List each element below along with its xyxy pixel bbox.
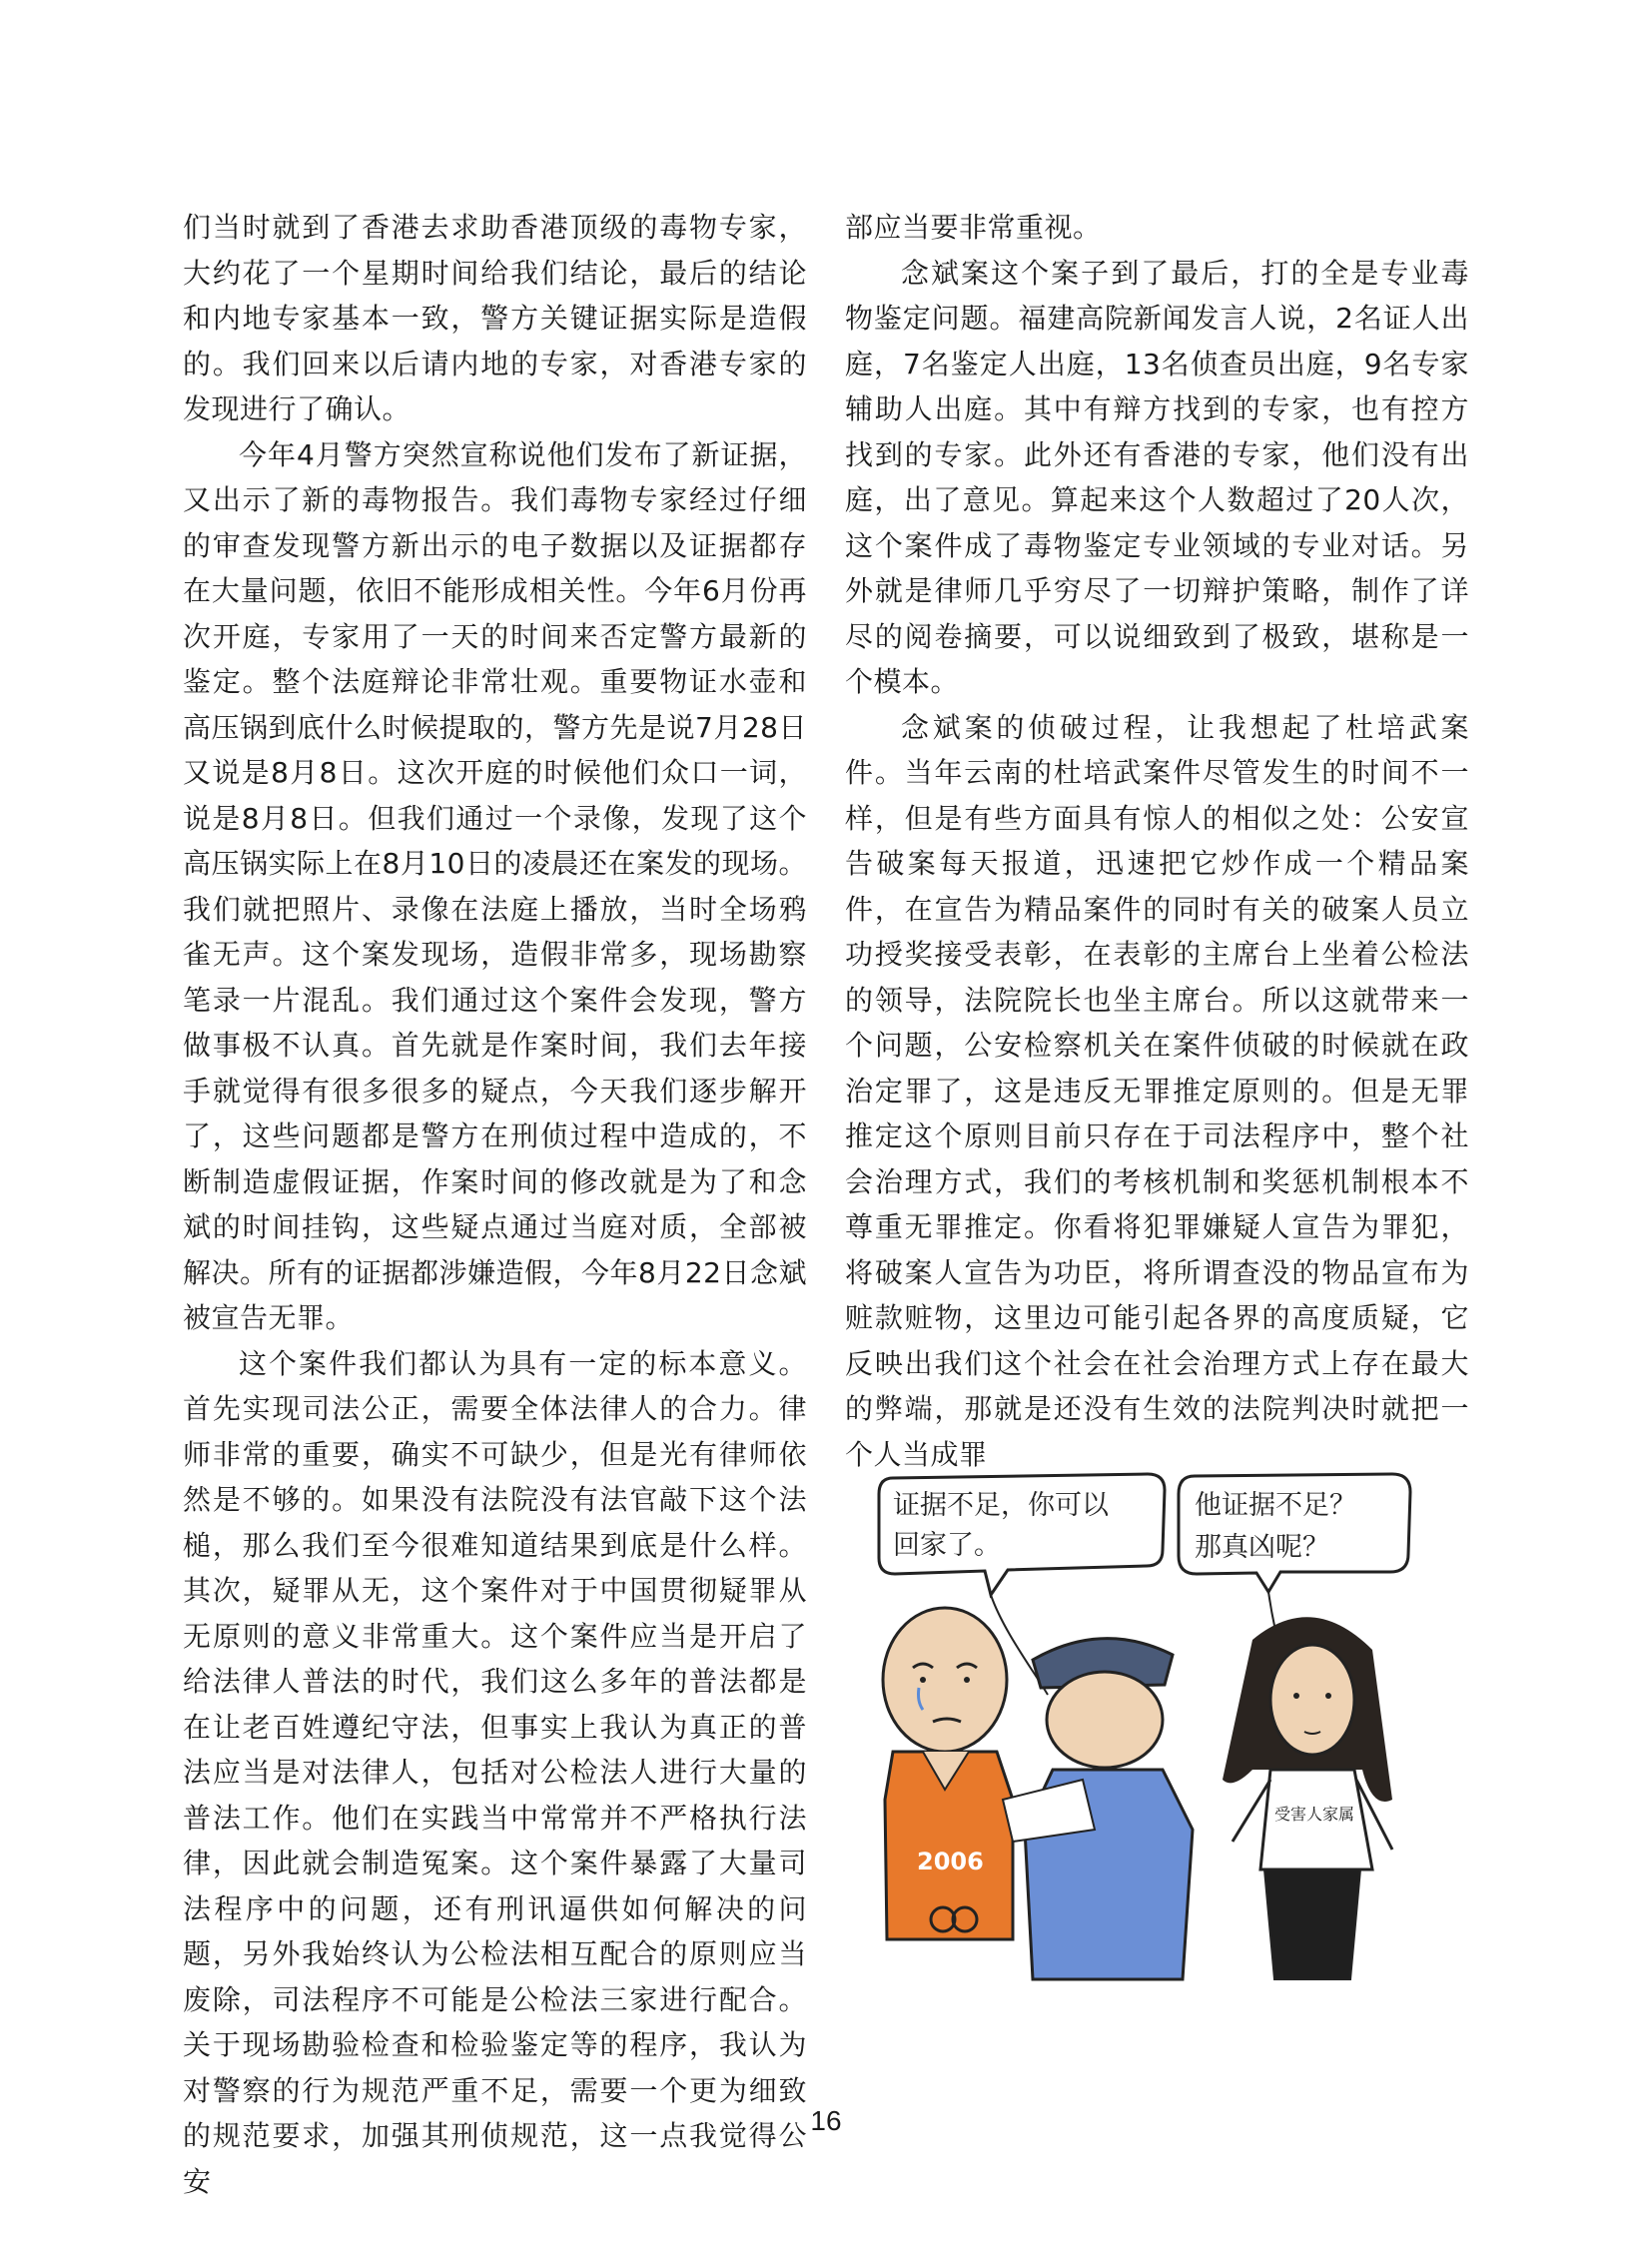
paragraph: 这个案件我们都认为具有一定的标本意义。首先实现司法公正，需要全体法律人的合力。律师非常的重要，确实不可缺少，但是光有律师依然是不够的。如果没有法院没有法官敲下这个法槌，那么我们至今很难知道结果到底是什么样。其次，疑罪从无，这个案件对于中国贯彻疑罪从无原则的意义非常重大。这个案件应当是开启了给法律人普法的时代，我们这么多年的普法都是在让老百姓遵纪守法，但事实上我认为真正的普法应当是对法律人，包括对公检法人进行大量的普法工作。他们在实践当中常常并不严格执行法律，因此就会制造冤案。这个案件暴露了大量司法程序中的问题，还有刑讯逼供如何解决的问题，另外我始终认为公检法相互配合的原则应当废除，司法程序不可能是公检法三家进行配合。关于现场勘验检查和检验鉴定等的程序，我认为对警察的行为规范严重不足，需要一个更为细致的规范要求，加强其刑侦规范，这一点我觉得公安 [183, 1346, 807, 2198]
left-bubble-line2: 回家了。 [893, 1530, 1001, 1561]
paragraph: 部应当要非常重视。 [845, 211, 1102, 244]
released-man-figure [883, 1608, 1013, 1939]
paragraph: 念斌案这个案子到了最后，打的全是专业毒物鉴定问题。福建高院新闻发言人说，2名证人出庭，7名鉴定人出庭，13名侦查员出庭，9名专家辅助人出庭。其中有辩方找到的专家，也有控方找到的专家。此外还有香港的专家，他们没有出庭，出了意见。算起来这个人数超过了20人次，这个案件成了毒物鉴定专业领域的专业对话。另外就是律师几乎穷尽了一切辩护策略，制作了详尽的阅卷摘要，可以说细致到了极致，堪称是一个模本。 [845, 256, 1469, 698]
right-speech-bubble [1179, 1474, 1410, 1592]
left-speech-bubble [879, 1474, 1165, 1595]
paragraph: 念斌案的侦破过程，让我想起了杜培武案件。当年云南的杜培武案件尽管发生的时间不一样，但是有些方面具有惊人的相似之处：公安宣告破案每天报道，迅速把它炒作成一个精品案件，在宣告为精品案件的同时有关的破案人员立功授奖接受表彰，在表彰的主席台上坐着公检法的领导，法院院长也坐主席台。所以这就带来一个问题，公安检察机关在案件侦破的时候就在政治定罪了，这是违反无罪推定原则的。但是无罪推定这个原则目前只存在于司法程序中，整个社会治理方式，我们的考核机制和奖惩机制根本不尊重无罪推定。你看将犯罪嫌疑人宣告为罪犯，将破案人宣告为功臣，将所谓查没的物品宣布为赃款赃物，这里边可能引起各界的高度质疑，它反映出我们这个社会在社会治理方式上存在最大的弊端，那就是还没有生效的法院判决时就把一个人当成罪 [845, 710, 1469, 1471]
vest-number: 2006 [917, 1848, 984, 1875]
victim-family-figure [1223, 1617, 1392, 1979]
page-number: 16 [810, 2105, 842, 2136]
right-bubble-line2: 那真凶呢？ [1195, 1532, 1329, 1563]
right-bubble-line1: 他证据不足？ [1195, 1490, 1356, 1521]
article-right-column [845, 205, 1469, 1477]
paragraph: 今年4月警方突然宣称说他们发布了新证据，又出示了新的毒物报告。我们毒物专家经过仔细的审查发现警方新出示的电子数据以及证据都存在大量问题，依旧不能形成相关性。今年6月份再次开庭，专家用了一天的时间来否定警方最新的鉴定。整个法庭辩论非常壮观。重要物证水壶和高压锅到底什么时候提取的，警方先是说7月28日又说是8月8日。这次开庭的时候他们众口一词，说是8月8日。但我们通过一个录像，发现了这个高压锅实际上在8月10日的凌晨还在案发的现场。我们就把照片、录像在法庭上播放，当时全场鸦雀无声。这个案发现场，造假非常多，现场勘察笔录一片混乱。我们通过这个案件会发现，警方做事极不认真。首先就是作案时间，我们去年接手就觉得有很多很多的疑点，今天我们逐步解开了，这些问题都是警方在刑侦过程中造成的，不断制造虚假证据，作案时间的修改就是为了和念斌的时间挂钩，这些疑点通过当庭对质，全部被解决。所有的证据都涉嫌造假，今年8月22日念斌被宣告无罪。 [183, 437, 807, 1334]
police-officer-figure [1003, 1639, 1193, 1979]
article-left-column [183, 205, 807, 2204]
shirt-text: 受害人家属 [1274, 1805, 1355, 1824]
paragraph: 们当时就到了香港去求助香港顶级的毒物专家，大约花了一个星期时间给我们结论，最后的结论和内地专家基本一致，警方关键证据实际是造假的。我们回来以后请内地的专家，对香港专家的发现进行了确认。 [183, 211, 807, 425]
left-bubble-line1: 证据不足，你可以 [893, 1490, 1109, 1521]
cartoon-illustration [873, 1470, 1432, 1989]
